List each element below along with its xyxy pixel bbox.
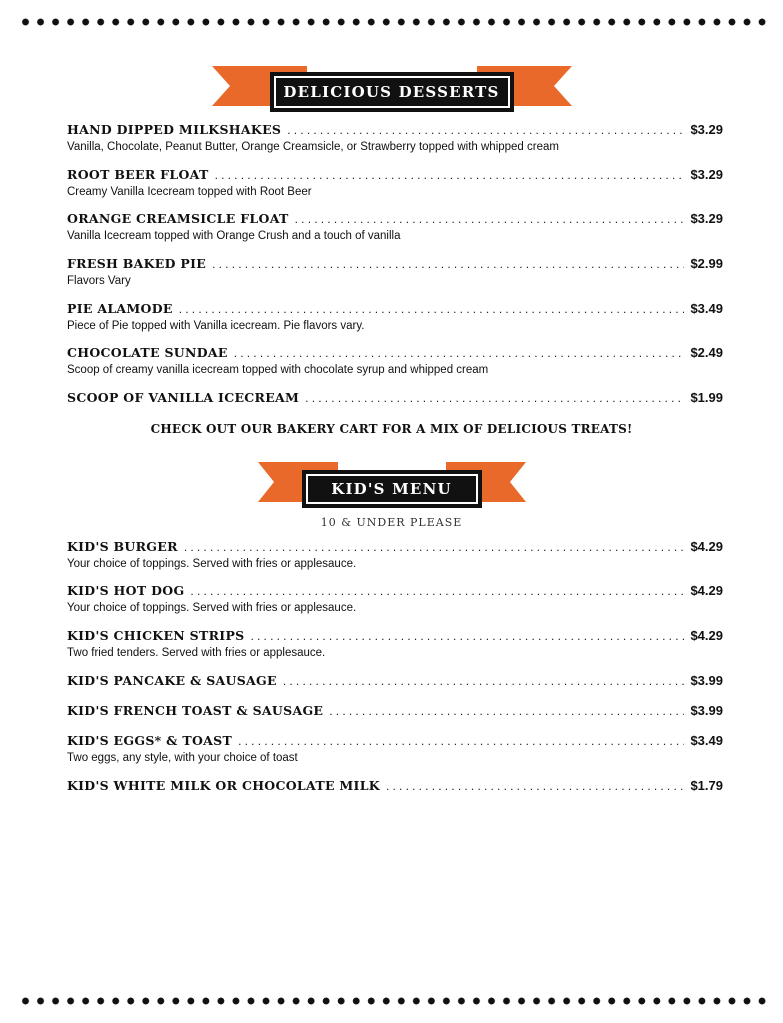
- item-price: $4.29: [690, 628, 723, 643]
- item-price: $3.99: [690, 703, 723, 718]
- item-name: FRESH BAKED PIE: [67, 256, 207, 271]
- item-name: ROOT BEER FLOAT: [67, 167, 209, 182]
- bakery-callout: CHECK OUT OUR BAKERY CART FOR A MIX OF DELICIOUS TREATS!: [150, 422, 633, 436]
- item-name: CHOCOLATE SUNDAE: [67, 345, 228, 360]
- item-description: Piece of Pie topped with Vanilla icecream. Pie flavors vary.: [67, 320, 365, 332]
- item-name: KID'S PANCAKE & SAUSAGE: [67, 673, 277, 688]
- item-description: Flavors Vary: [67, 275, 131, 287]
- item-description: Vanilla, Chocolate, Peanut Butter, Orange Creamsicle, or Strawberry topped with whipped cream: [67, 141, 559, 153]
- item-price: $2.49: [690, 345, 723, 360]
- menu-item: [67, 583, 723, 614]
- item-description: Scoop of creamy vanilla icecream topped with chocolate syrup and whipped cream: [67, 364, 489, 376]
- dot-leader: [234, 346, 685, 360]
- item-price: $2.99: [690, 256, 723, 271]
- section-title: DELICIOUS DESSERTS: [283, 83, 500, 101]
- item-price: $1.79: [690, 778, 723, 793]
- menu-item: [67, 211, 723, 242]
- item-price: $3.99: [690, 673, 723, 688]
- item-description: Two eggs, any style, with your choice of toast: [67, 752, 298, 764]
- dot-leader: [295, 212, 685, 226]
- dot-leader: [212, 257, 684, 271]
- item-description: Your choice of toppings. Served with fries or applesauce.: [67, 602, 357, 614]
- banner-title-box: [302, 470, 482, 508]
- dot-leader: [250, 629, 684, 643]
- menu-item: [67, 673, 723, 691]
- dot-leader: [386, 779, 684, 793]
- menu-item: [67, 733, 723, 764]
- menu-item: [67, 301, 723, 332]
- item-price: $3.29: [690, 211, 723, 226]
- menu-item: [67, 256, 723, 287]
- item-name: PIE ALAMODE: [67, 301, 173, 316]
- item-name: SCOOP OF VANILLA ICECREAM: [67, 390, 300, 405]
- menu-item: [67, 345, 723, 376]
- item-name: KID'S BURGER: [67, 539, 178, 554]
- item-description: Creamy Vanilla Icecream topped with Root Beer: [67, 186, 312, 198]
- item-price: $1.99: [690, 390, 723, 405]
- item-price: $3.29: [690, 122, 723, 137]
- desserts-banner: [212, 66, 572, 112]
- item-name: KID'S CHICKEN STRIPS: [67, 628, 245, 643]
- dotted-border-bottom: [18, 996, 770, 1006]
- item-name: ORANGE CREAMSICLE FLOAT: [67, 211, 289, 226]
- item-name: KID'S WHITE MILK OR CHOCOLATE MILK: [67, 778, 380, 793]
- dot-leader: [215, 168, 685, 182]
- item-description: Your choice of toppings. Served with fries or applesauce.: [67, 558, 357, 570]
- item-price: $4.29: [690, 539, 723, 554]
- item-name: HAND DIPPED MILKSHAKES: [67, 122, 282, 137]
- item-name: KID'S FRENCH TOAST & SAUSAGE: [67, 703, 324, 718]
- banner-title-box: [270, 72, 514, 112]
- dot-leader: [184, 540, 685, 554]
- item-price: $4.29: [690, 583, 723, 598]
- dot-leader: [238, 734, 684, 748]
- menu-item: [67, 539, 723, 570]
- section-title: KID'S MENU: [331, 480, 452, 498]
- kids-age-note: 10 & UNDER PLEASE: [320, 516, 463, 529]
- dot-leader: [287, 123, 684, 137]
- menu-item: [67, 390, 723, 408]
- dot-leader: [190, 584, 684, 598]
- item-price: $3.49: [690, 733, 723, 748]
- dotted-border-top: [18, 17, 770, 27]
- item-description: Vanilla Icecream topped with Orange Crush and a touch of vanilla: [67, 230, 401, 242]
- dot-leader: [179, 302, 685, 316]
- item-price: $3.29: [690, 167, 723, 182]
- menu-item: [67, 703, 723, 721]
- menu-item: [67, 167, 723, 198]
- menu-item: [67, 628, 723, 659]
- dot-leader: [283, 674, 685, 688]
- menu-item: [67, 778, 723, 796]
- dot-leader: [305, 391, 684, 405]
- dot-leader: [329, 704, 684, 718]
- item-name: KID'S HOT DOG: [67, 583, 185, 598]
- item-price: $3.49: [690, 301, 723, 316]
- menu-item: [67, 122, 723, 153]
- item-description: Two fried tenders. Served with fries or applesauce.: [67, 647, 326, 659]
- item-name: KID'S EGGS* & TOAST: [67, 733, 233, 748]
- kids-banner: [258, 462, 526, 508]
